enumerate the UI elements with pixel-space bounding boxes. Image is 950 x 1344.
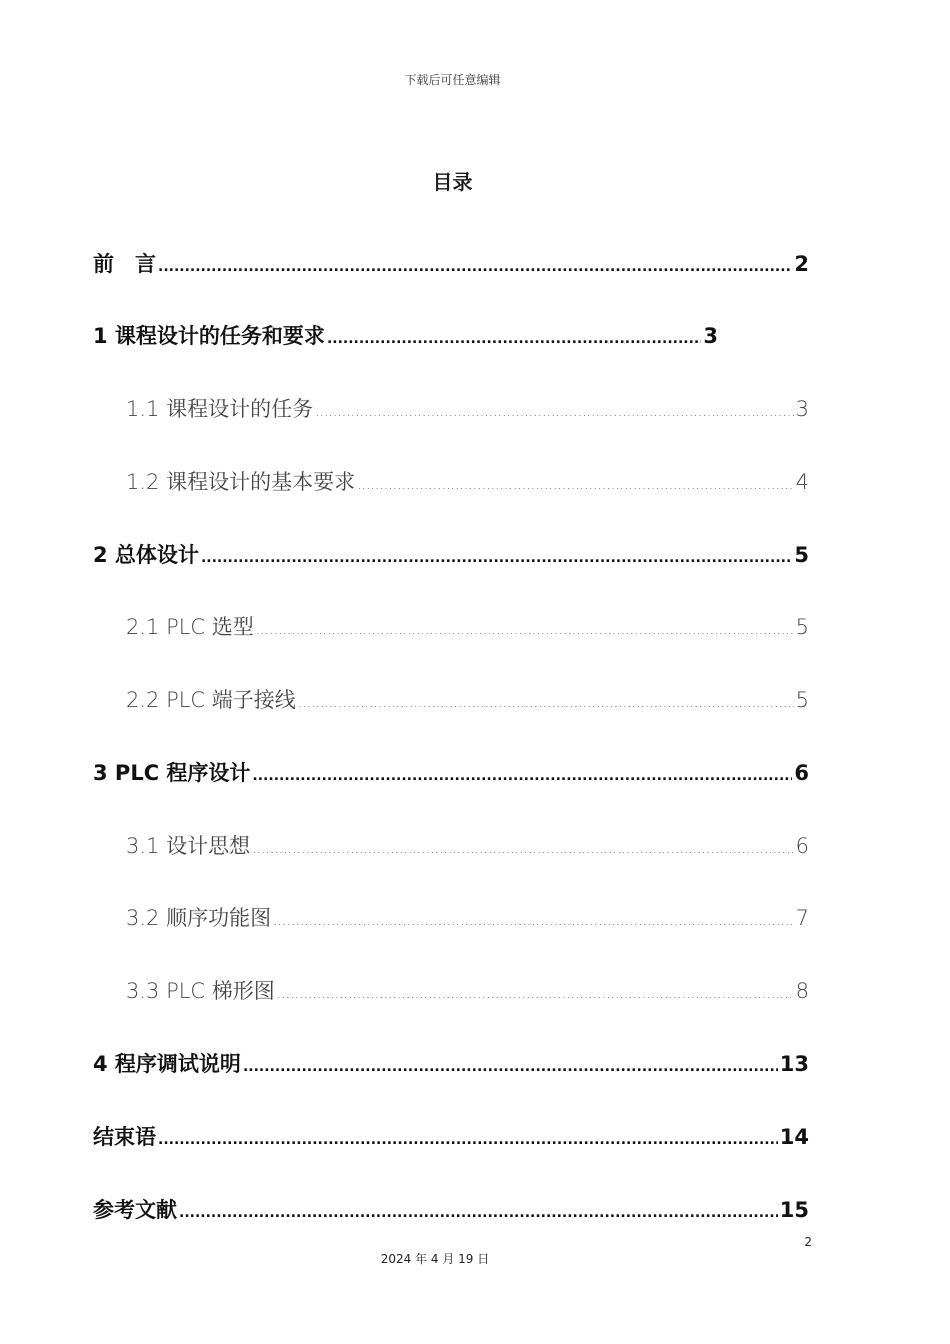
toc-entry-label: 1.1 课程设计的任务 (126, 397, 314, 421)
toc-leader-dots (243, 1052, 778, 1082)
footer-date: 2024 年 4 月 19 日 (380, 1252, 490, 1266)
toc-entry-section-2-1[interactable] (126, 612, 809, 642)
toc-leader-dots (256, 615, 794, 645)
toc-entry-chapter-1[interactable] (93, 321, 718, 351)
page-header: 下载后可任意编辑 (404, 73, 501, 87)
toc-entry-section-2-2[interactable] (126, 685, 809, 715)
toc-entry-section-3-1[interactable] (126, 831, 809, 861)
toc-entry-label: 3.3 PLC 梯形图 (126, 979, 275, 1003)
footer-page-number: 2 (804, 1235, 812, 1249)
toc-leader-dots (298, 688, 794, 718)
toc-entry-label: 2.2 PLC 端子接线 (126, 688, 296, 712)
toc-entry-page: 5 (795, 615, 809, 639)
toc-entry-chapter-2[interactable] (93, 540, 809, 570)
toc-entry-page: 4 (795, 470, 809, 494)
toc-entry-chapter-3[interactable] (93, 758, 809, 788)
toc-leader-dots (277, 979, 794, 1009)
toc-leader-dots (273, 906, 794, 936)
toc-entry-label: 前 言 (93, 252, 156, 276)
toc-leader-dots (315, 397, 794, 427)
toc-leader-dots (252, 834, 794, 864)
toc-entry-label: 1 课程设计的任务和要求 (93, 324, 325, 348)
toc-entry-page: 3 (795, 397, 809, 421)
toc-entry-label: 2.1 PLC 选型 (126, 615, 254, 639)
toc-entry-section-3-2[interactable] (126, 903, 809, 933)
toc-leader-dots (179, 1198, 778, 1228)
toc-entry-page: 8 (795, 979, 809, 1003)
toc-title: 目录 (432, 170, 473, 194)
toc-entry-label: 3 PLC 程序设计 (93, 761, 251, 785)
toc-entry-page: 6 (795, 834, 809, 858)
toc-entry-chapter-4[interactable] (93, 1049, 809, 1079)
toc-entry-page: 15 (779, 1198, 809, 1222)
toc-entry-section-1-1[interactable] (126, 394, 809, 424)
toc-entry-preface[interactable] (93, 249, 809, 279)
toc-entry-section-1-2[interactable] (126, 467, 809, 497)
toc-entry-page: 14 (779, 1125, 809, 1149)
toc-leader-dots (252, 761, 792, 791)
toc-entry-page: 6 (794, 761, 809, 785)
toc-entry-references[interactable] (93, 1195, 809, 1225)
toc-entry-label: 3.2 顺序功能图 (126, 906, 272, 930)
toc-entry-label: 参考文献 (93, 1198, 177, 1222)
toc-leader-dots (201, 543, 792, 573)
toc-entry-label: 2 总体设计 (93, 543, 199, 567)
toc-entry-conclusion[interactable] (93, 1122, 809, 1152)
toc-entry-label: 结束语 (93, 1125, 156, 1149)
toc-entry-page: 7 (795, 906, 809, 930)
toc-leader-dots (327, 324, 701, 354)
toc-entry-page: 2 (794, 252, 809, 276)
toc-entry-page: 13 (779, 1052, 809, 1076)
toc-entry-section-3-3[interactable] (126, 976, 809, 1006)
toc-leader-dots (158, 1125, 778, 1155)
toc-leader-dots (158, 252, 792, 282)
toc-entry-label: 3.1 设计思想 (126, 834, 251, 858)
toc-entry-label: 1.2 课程设计的基本要求 (126, 470, 356, 494)
toc-leader-dots (357, 470, 794, 500)
toc-entry-page: 5 (794, 543, 809, 567)
toc-entry-label: 4 程序调试说明 (93, 1052, 241, 1076)
toc-entry-page: 5 (795, 688, 809, 712)
toc-entry-page: 3 (703, 324, 718, 348)
